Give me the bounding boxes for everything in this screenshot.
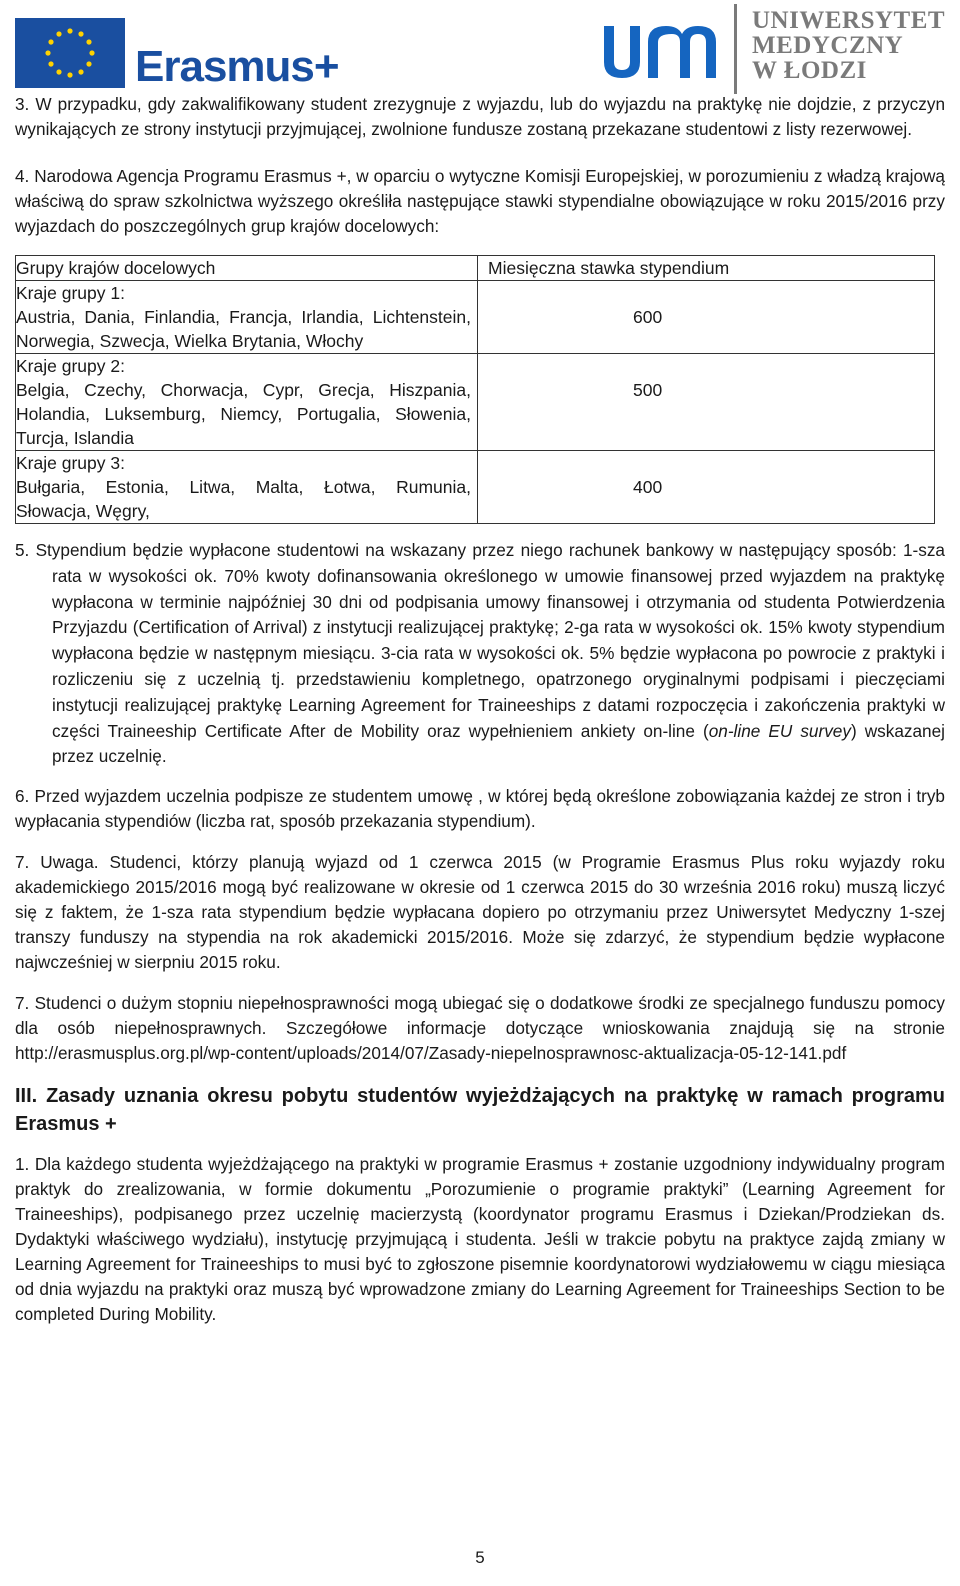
group-countries: Bułgaria, Estonia, Litwa, Malta, Łotwa, Rumunia, Słowacja, Węgry, (16, 477, 471, 521)
rate-cell: 400 (478, 451, 935, 524)
paragraph-4: 4. Narodowa Agencja Programu Erasmus +, w oparciu o wytyczne Komisji Europejskiej, w porozumieniu z władzą krajową właściwą do spraw szkolnictwa wyższego określiła następujące stawki stypendialne obowiązujące w roku 2015/2016 przy wyjazdach do poszczególnych grup krajów docelowych: (15, 166, 945, 236)
table-row (16, 281, 935, 354)
document-body (15, 92, 945, 1327)
group-label: Kraje grupy 2: (16, 356, 125, 376)
paragraph-5-text: 5. Stypendium będzie wypłacone studentowi na wskazany przez niego rachunek bankowy w następujący sposób: 1-sza rata w wysokości ok. 70% kwoty dofinansowania określonego w umowie finansowej przed wyjazdem na praktykę wypłacona w terminie najpóźniej 30 dni od podpisania umowy finansowej i otrzymania od studenta Potwierdzenia Przyjazdu (Certification of Arrival) z instytucji realizującej praktykę; 2-ga rata w wysokości ok. 15% kwoty stypendium wypłacona będzie w następnym miesiącu. 3-cia rata w wysokości ok. 5% będzie wypłacona po powrocie z praktyki i rozliczeniu się z uczelnią tj. przedstawieniu kompletnego, opatrzonego oryginalnymi podpisami i pieczęciami instytucji realizującej praktykę Learning Agreement for Traineeships z datami rozpoczęcia i zakończenia praktyki w części Traineeship Certificate After de Mobility oraz wypełnieniem ankiety on-line ( (15, 540, 945, 741)
university-name-line-2: MEDYCZNY (752, 32, 904, 59)
table-row (16, 451, 935, 524)
paragraph-7-uwaga: 7. Uwaga. Studenci, którzy planują wyjazd od 1 czerwca 2015 (w Programie Erasmus Plus roku wyjazdy roku akademickiego 2015/2016 mogą być realizowane w okresie od 1 czerwca 2015 do 30 września 2016 roku) muszą liczyć się z faktem, że 1-sza rata stypendium będzie wypłacana dopiero po otrzymaniu przez Uniwersytet Medyczny 1-szej transzy funduszy na stypendia na rok akademicki 2015/2016. Może się zdarzyć, że stypendium będzie wypłacone najwcześniej w sierpniu 2015 roku. (15, 852, 945, 973)
group-cell (16, 451, 478, 524)
group-label: Kraje grupy 1: (16, 283, 125, 303)
paragraph-5-italic: on-line EU survey (708, 720, 851, 741)
scholarship-rates-table (15, 255, 935, 524)
group-countries: Austria, Dania, Finlandia, Francja, Irlandia, Lichtenstein, Norwegia, Szwecja, Wielka Brytania, Włochy (16, 307, 471, 351)
group-countries: Belgia, Czechy, Chorwacja, Cypr, Grecja, Hiszpania, Holandia, Luksemburg, Niemcy, Portugalia, Słowenia, Turcja, Islandia (16, 380, 471, 448)
paragraph-5-end: ) wskazanej przez uczelnię. (52, 720, 945, 767)
group-cell (16, 281, 478, 354)
section-heading: III. Zasady uznania okresu pobytu studentów wyjeżdżających na praktykę w ramach programu Erasmus + (15, 1085, 945, 1136)
page-number: 5 (475, 1548, 485, 1567)
table-header-groups: Grupy krajów docelowych (16, 256, 478, 281)
university-name-line-3: W ŁODZI (752, 57, 867, 84)
table-row (16, 354, 935, 451)
rate-cell: 600 (478, 281, 935, 354)
group-cell (16, 354, 478, 451)
section-3-paragraph-1: 1. Dla każdego studenta wyjeżdżającego na praktyki w programie Erasmus + zostanie uzgodniony indywidualny program praktyk do zrealizowania, w formie dokumentu „Porozumienie o programie praktyki” (Learning Agreement for Traineeships), podpisanego przez uczelnię macierzystą (koordynator programu Erasmus i Dziekan/Prodziekan ds. Dydaktyki właściwego wydziału), instytucję przyjmującą i studenta. Jeśli w trakcie pobytu na praktyce zajdą zmiany w Learning Agreement for Traineeships to musi być to zgłoszone pisemnie koordynatorowi wydziałowemu w ciągu miesiąca od dnia wyjazdu na praktyki oraz muszą być wprowadzone zmiany do Learning Agreement for Traineeships Section to be completed During Mobility. (15, 1154, 945, 1325)
table-header-row (16, 256, 935, 281)
paragraph-5 (15, 538, 945, 770)
um-logo-icon (598, 4, 748, 94)
university-name (752, 8, 952, 83)
paragraph-3: 3. W przypadku, gdy zakwalifikowany student zrezygnuje z wyjazdu, lub do wyjazdu na praktykę nie dojdzie, z przyczyn wynikających ze strony instytucji przyjmującej, zwolnione fundusze zostaną przekazane studentowi z listy rezerwowej. (15, 94, 945, 139)
paragraph-6: 6. Przed wyjazdem uczelnia podpisze ze studentem umowę , w której będą określone zobowiązania każdej ze stron i tryb wypłacania stypendiów (liczba rat, sposób przekazania stypendium). (15, 786, 945, 832)
university-name-line-1: UNIWERSYTET (752, 7, 946, 34)
group-label: Kraje grupy 3: (16, 453, 125, 473)
eu-flag-icon (15, 18, 125, 88)
table-header-rate: Miesięczna stawka stypendium (478, 256, 935, 281)
paragraph-7-disability: 7. Studenci o dużym stopniu niepełnosprawności mogą ubiegać się o dodatkowe środki ze specjalnego funduszu pomocy dla osób niepełnosprawnych. Szczegółowe informacje dotyczące wnioskowania znajdują się na stronie http://erasmusplus.org.pl/wp-content/uploads/2014/07/Zasady-niepelnosprawnosc-aktualizacja-05-12-141.pdf (15, 993, 945, 1064)
header-logos (0, 0, 960, 96)
rate-cell: 500 (478, 354, 935, 451)
erasmus-logo-text: Erasmus+ (135, 42, 339, 91)
